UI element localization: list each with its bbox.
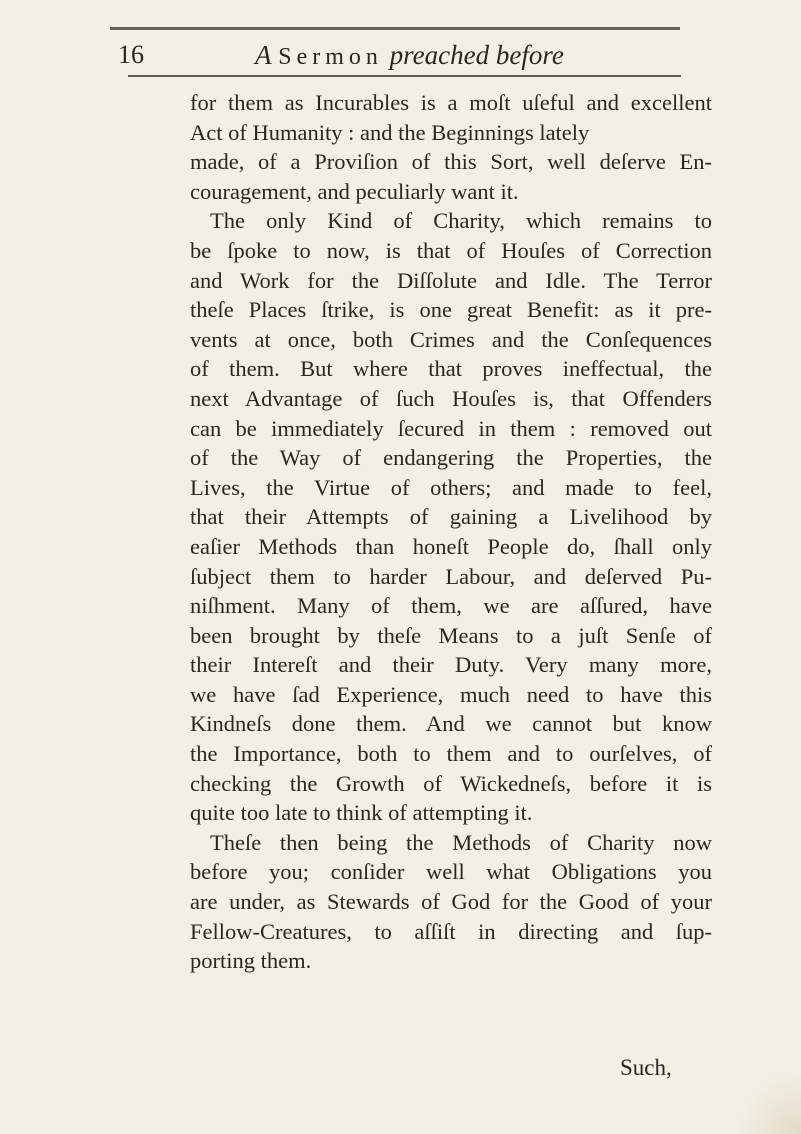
header-rule — [128, 75, 681, 77]
text-line: Act of Humanity : and the Beginnings lately — [190, 119, 590, 145]
text-line: of the Way of endangering the Properties, the — [190, 445, 712, 471]
text-line: eaſier Methods than honeſt People do, ſhall only — [190, 533, 712, 559]
text-line: made, of a Proviſion of this Sort, well deſerve En- — [190, 149, 712, 175]
text-line: are under, as Stewards of God for the Good of your — [190, 889, 712, 915]
paper-stain — [731, 1074, 801, 1134]
text-line: Theſe then being the Methods of Charity now — [210, 829, 712, 855]
text-line: be ſpoke to now, is that of Houſes of Correction — [190, 237, 712, 263]
text-line: the Importance, both to them and to ourſelves, of — [190, 741, 712, 767]
text-line: their Intereſt and their Duty. Very many more, — [190, 652, 712, 678]
text-line: we have ſad Experience, much need to have this — [190, 681, 712, 707]
running-head-rest: preached before — [389, 40, 564, 70]
running-head-title — [255, 40, 564, 72]
text-line: that their Attempts of gaining a Livelihood by — [190, 504, 712, 530]
text-line: niſhment. Many of them, we are aſſured, have — [190, 593, 712, 619]
text-line: for them as Incurables is a moſt uſeful and excellent — [190, 90, 712, 115]
text-line: vents at once, both Crimes and the Conſequences — [190, 326, 712, 352]
text-line: Fellow-Creatures, to aſſiſt in directing and ſup- — [190, 918, 712, 944]
text-line: couragement, and peculiarly want it. — [190, 178, 519, 204]
text-line: ſubject them to harder Labour, and deſerved Pu- — [190, 563, 712, 589]
sermon-body-text — [190, 88, 712, 976]
text-line: The only Kind of Charity, which remains to — [210, 208, 712, 234]
top-rule — [110, 27, 680, 30]
page-number: 16 — [118, 40, 144, 69]
text-line: been brought by theſe Means to a juſt Senſe of — [190, 622, 712, 648]
text-line: next Advantage of ſuch Houſes is, that Offenders — [190, 385, 712, 411]
text-line: theſe Places ſtrike, is one great Benefit: as it pre- — [190, 297, 712, 323]
text-line: and Work for the Diſſolute and Idle. The Terror — [190, 267, 712, 293]
running-header — [0, 36, 801, 76]
text-line: can be immediately ſecured in them : removed out — [190, 415, 712, 441]
catchword: Such, — [620, 1055, 672, 1080]
running-head-a: A — [255, 40, 272, 70]
text-line: before you; conſider well what Obligations you — [190, 859, 712, 885]
text-line: quite too late to think of attempting it. — [190, 800, 533, 826]
running-head-sermon: Sermon — [278, 44, 383, 70]
text-line: porting them. — [190, 948, 312, 974]
text-line: of them. But where that proves ineffectual, the — [190, 356, 712, 382]
text-line: Lives, the Virtue of others; and made to feel, — [190, 474, 712, 500]
text-line: Kindneſs done them. And we cannot but know — [190, 711, 712, 737]
text-line: checking the Growth of Wickedneſs, before it is — [190, 770, 712, 796]
